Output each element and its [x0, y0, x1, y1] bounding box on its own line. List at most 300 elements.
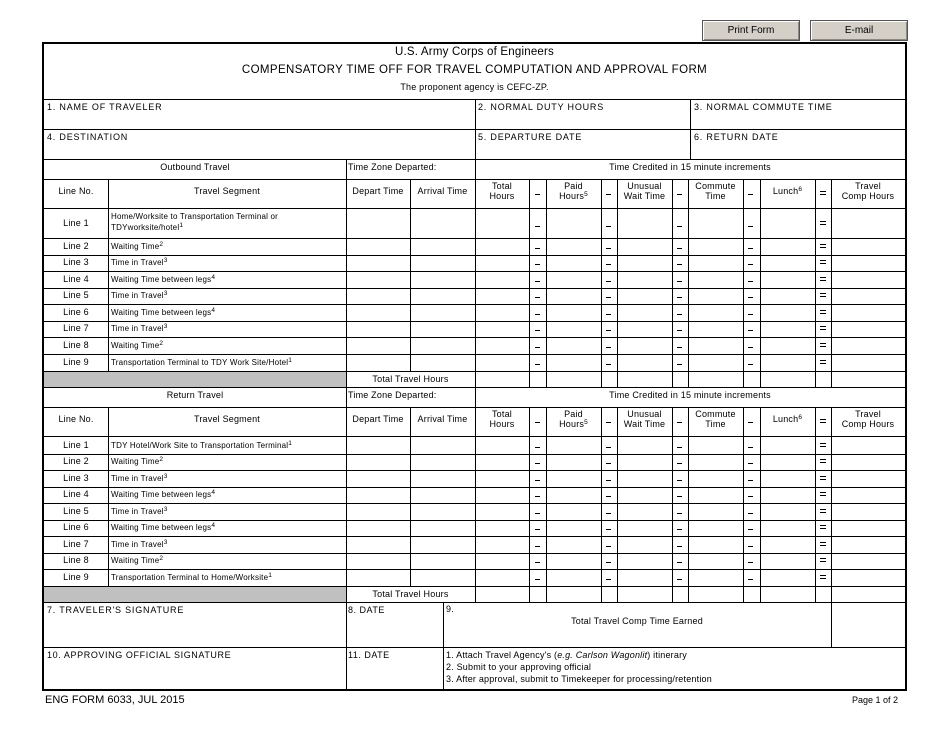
unusual-wait-input[interactable]: [618, 210, 671, 237]
lunch-input[interactable]: [761, 210, 814, 237]
rule: [601, 179, 602, 387]
total-hours-input[interactable]: [476, 239, 528, 254]
travel-segment-label: [111, 457, 163, 466]
travel-comp-hours-input[interactable]: [832, 305, 904, 320]
minus-sign: [535, 264, 540, 265]
footnote-marker: 2: [159, 456, 164, 463]
travel-segment-label: [111, 490, 215, 499]
arrival-time-input[interactable]: [411, 521, 474, 535]
col-line-no: Line No.: [58, 414, 94, 424]
travel-segment-label: [111, 573, 272, 582]
label-text: Waiting Time between legs: [111, 490, 212, 499]
lunch-input[interactable]: [761, 272, 814, 287]
rule: [44, 602, 905, 603]
travel-comp-hours-input[interactable]: [832, 570, 904, 585]
total-hours-input[interactable]: [476, 322, 528, 336]
arrival-time-input[interactable]: [411, 355, 474, 370]
minus-sign: [677, 264, 682, 265]
unusual-wait-input[interactable]: [618, 355, 671, 370]
minus-sign: [677, 422, 682, 423]
minus-sign: [748, 562, 753, 563]
depart-time-input[interactable]: [347, 322, 409, 336]
rule: [672, 179, 673, 387]
col-paid-hours: Paid: [564, 409, 583, 419]
arrival-time-input[interactable]: [411, 488, 474, 502]
paid-hours-input[interactable]: [547, 537, 600, 552]
line-number: Line 6: [63, 306, 89, 317]
arrival-time-input[interactable]: [411, 272, 474, 287]
travel-comp-hours-input[interactable]: [832, 488, 904, 502]
col-arrival-time: Arrival Time: [417, 186, 468, 196]
total-hours-input[interactable]: [476, 537, 528, 552]
commute-time-input[interactable]: [689, 272, 742, 287]
lunch-input[interactable]: [761, 438, 814, 453]
commute-time-input[interactable]: [689, 322, 742, 336]
travel-segment-label: [111, 507, 168, 516]
equals-sign: [820, 360, 826, 364]
unusual-wait-input[interactable]: [618, 438, 671, 453]
depart-time-input[interactable]: [347, 438, 409, 453]
minus-sign: [677, 226, 682, 227]
minus-sign: [535, 297, 540, 298]
paid-hours-input[interactable]: [547, 322, 600, 336]
total-hours-input[interactable]: [476, 488, 528, 502]
lunch-input[interactable]: [761, 570, 814, 585]
unusual-wait-input[interactable]: [618, 521, 671, 535]
shaded-cell: [44, 587, 346, 602]
commute-time-input[interactable]: [689, 256, 742, 270]
date-8-field[interactable]: 8. DATE: [348, 605, 385, 615]
equals-sign: [820, 575, 826, 579]
minus-sign: [606, 248, 611, 249]
total-hours-input[interactable]: [476, 570, 528, 585]
unusual-wait-input[interactable]: [618, 455, 671, 469]
equals-sign: [820, 558, 826, 562]
minus-sign: [677, 330, 682, 331]
rule: [546, 407, 547, 602]
travel-segment-label: Home/Worksite to Transportation Terminal or: [111, 212, 279, 221]
minus-sign: [535, 562, 540, 563]
rule: [617, 179, 618, 387]
unusual-wait-input[interactable]: [618, 570, 671, 585]
line-number: Line 6: [63, 522, 89, 532]
footnote-marker: 3: [163, 505, 168, 513]
commute-time-input[interactable]: [689, 488, 742, 502]
rule: [475, 159, 476, 179]
unusual-wait-input[interactable]: [618, 554, 671, 568]
depart-time-input[interactable]: [347, 455, 409, 469]
arrival-time-input[interactable]: [411, 239, 474, 254]
lunch-input[interactable]: [761, 239, 814, 254]
minus-sign: [677, 347, 682, 348]
commute-time-input[interactable]: [689, 289, 742, 303]
paid-hours-input[interactable]: [547, 455, 600, 469]
col-depart-time: Depart Time: [352, 186, 404, 196]
rule: [760, 179, 761, 387]
unusual-wait-input[interactable]: [618, 504, 671, 519]
arrival-time-input[interactable]: [411, 438, 474, 453]
rule: [672, 407, 673, 602]
time-zone-departed-field[interactable]: Time Zone Departed:: [348, 390, 437, 400]
email-button[interactable]: E-mail: [810, 20, 908, 41]
rule: [743, 407, 744, 602]
minus-sign: [748, 226, 753, 227]
time-zone-departed-field[interactable]: Time Zone Departed:: [348, 162, 437, 172]
minus-sign: [677, 281, 682, 282]
depart-time-input[interactable]: [347, 272, 409, 287]
commute-time-input[interactable]: [689, 210, 742, 237]
approving-official-signature-field[interactable]: 10. APPROVING OFFICIAL SIGNATURE: [47, 650, 232, 660]
normal-commute-time-field[interactable]: 3. NORMAL COMMUTE TIME: [694, 102, 833, 112]
lunch-input[interactable]: [761, 537, 814, 552]
travel-comp-hours-input[interactable]: [832, 256, 904, 270]
lunch-input[interactable]: [761, 289, 814, 303]
depart-time-input[interactable]: [347, 488, 409, 502]
minus-sign: [535, 281, 540, 282]
minus-sign: [748, 248, 753, 249]
travel-comp-hours-input[interactable]: [832, 322, 904, 336]
footnote-marker: 4: [211, 489, 216, 496]
total-hours-input[interactable]: [476, 272, 528, 287]
label-text: Waiting Time: [111, 340, 160, 350]
travel-comp-hours-input[interactable]: [832, 239, 904, 254]
commute-time-input[interactable]: [689, 305, 742, 320]
minus-sign: [535, 546, 540, 547]
lunch-input[interactable]: [761, 355, 814, 370]
travel-segment-label: [111, 358, 292, 367]
travel-segment-label: [111, 523, 215, 532]
depart-time-input[interactable]: [347, 289, 409, 303]
lunch-input[interactable]: [761, 471, 814, 486]
label-text: Time in Travel: [111, 539, 164, 549]
paid-hours-input[interactable]: [547, 471, 600, 486]
rule: [617, 407, 618, 602]
commute-time-input[interactable]: [689, 570, 742, 585]
unusual-wait-input[interactable]: [618, 256, 671, 270]
minus-sign: [677, 546, 682, 547]
total-hours-input[interactable]: [476, 338, 528, 353]
minus-sign: [677, 248, 682, 249]
travel-comp-hours-input[interactable]: [832, 210, 904, 237]
minus-sign: [748, 496, 753, 497]
arrival-time-input[interactable]: [411, 471, 474, 486]
line-number: Line 3: [63, 257, 89, 267]
footnote-marker: 3: [163, 323, 168, 330]
line-number: Line 7: [63, 323, 89, 333]
footnote-marker: 1: [268, 571, 273, 579]
col-travel-comp-hours: Travel: [855, 181, 881, 191]
depart-time-input[interactable]: [347, 239, 409, 254]
lunch-input[interactable]: [761, 338, 814, 353]
form-title: COMPENSATORY TIME OFF FOR TRAVEL COMPUTATION AND APPROVAL FORM: [241, 64, 708, 76]
lunch-input[interactable]: [761, 305, 814, 320]
arrival-time-input[interactable]: [411, 504, 474, 519]
commute-time-input[interactable]: [689, 239, 742, 254]
arrival-time-input[interactable]: [411, 455, 474, 469]
depart-time-input[interactable]: [347, 305, 409, 320]
footnote-marker: 5: [584, 191, 588, 198]
minus-sign: [535, 364, 540, 365]
minus-sign: [606, 496, 611, 497]
paid-hours-input[interactable]: [547, 504, 600, 519]
rule: [44, 647, 905, 648]
print-form-button[interactable]: Print Form: [702, 20, 800, 41]
minus-sign: [606, 463, 611, 464]
lunch-input[interactable]: [761, 256, 814, 270]
equals-sign: [820, 343, 826, 347]
date-11-field[interactable]: 11. DATE: [348, 650, 390, 660]
lunch-input[interactable]: [761, 488, 814, 502]
total-hours-input[interactable]: [476, 438, 528, 453]
paid-hours-input[interactable]: [547, 305, 600, 320]
commute-time-input[interactable]: [689, 455, 742, 469]
col-commute-time: Commute: [695, 409, 736, 419]
depart-time-input[interactable]: [347, 504, 409, 519]
total-hours-input[interactable]: [476, 521, 528, 535]
minus-sign: [748, 422, 753, 423]
equals-sign: [820, 443, 826, 447]
col-total-hours: Hours: [489, 419, 515, 429]
line-number: Line 7: [63, 538, 89, 549]
col-unusual-wait: Unusual: [627, 409, 662, 419]
equals-sign: [820, 310, 826, 314]
equals-sign: [820, 221, 826, 225]
travel-comp-hours-input[interactable]: [832, 338, 904, 353]
arrival-time-input[interactable]: [411, 554, 474, 568]
total-hours-input[interactable]: [476, 455, 528, 469]
page-number: Page 1 of 2: [852, 695, 899, 705]
footnote-marker: 4: [211, 522, 216, 529]
unusual-wait-input[interactable]: [618, 289, 671, 303]
minus-sign: [748, 347, 753, 348]
total-hours-input[interactable]: [476, 554, 528, 568]
travel-comp-hours-input[interactable]: [832, 355, 904, 370]
footnote-marker: 1: [288, 439, 293, 447]
equals-sign: [820, 542, 826, 546]
total-comp-time-earned-label: Total Travel Comp Time Earned: [571, 616, 703, 626]
footnote-marker: 5: [584, 419, 588, 426]
depart-time-input[interactable]: [347, 256, 409, 270]
line-number: Line 2: [63, 240, 89, 251]
paid-hours-input[interactable]: [547, 488, 600, 502]
normal-duty-hours-field[interactable]: 2. NORMAL DUTY HOURS: [478, 102, 605, 112]
time-credited-caption: Time Credited in 15 minute increments: [609, 390, 771, 400]
minus-sign: [748, 314, 753, 315]
equals-sign: [820, 492, 826, 496]
commute-time-input[interactable]: [689, 554, 742, 568]
col-unusual-wait: Wait Time: [623, 419, 666, 429]
total-hours-input[interactable]: [476, 305, 528, 320]
minus-sign: [606, 281, 611, 282]
commute-time-input[interactable]: [689, 537, 742, 552]
rule: [815, 179, 816, 387]
arrival-time-input[interactable]: [411, 305, 474, 320]
depart-time-input[interactable]: [347, 210, 409, 237]
equals-sign: [820, 244, 826, 248]
total-comp-time-input[interactable]: [832, 603, 904, 646]
unusual-wait-input[interactable]: [618, 239, 671, 254]
depart-time-input[interactable]: [347, 537, 409, 552]
col-total-hours: Hours: [489, 191, 515, 201]
paid-hours-input[interactable]: [547, 289, 600, 303]
travel-comp-hours-input[interactable]: [832, 504, 904, 519]
travel-segment-label: [111, 308, 215, 317]
depart-time-input[interactable]: [347, 471, 409, 486]
paid-hours-input[interactable]: [547, 521, 600, 535]
minus-sign: [535, 529, 540, 530]
unusual-wait-input[interactable]: [618, 537, 671, 552]
arrival-time-input[interactable]: [411, 537, 474, 552]
commute-time-input[interactable]: [689, 521, 742, 535]
arrival-time-input[interactable]: [411, 289, 474, 303]
col-depart-time: Depart Time: [352, 414, 404, 424]
total-hours-input[interactable]: [476, 256, 528, 270]
instruction-1: [446, 650, 687, 660]
col-travel-comp-hours: Travel: [855, 409, 881, 419]
paid-hours-input[interactable]: [547, 554, 600, 568]
instruction-text: 1. Attach Travel Agency's (: [446, 650, 558, 660]
equals-sign: [820, 326, 826, 330]
lunch-input[interactable]: [761, 322, 814, 336]
paid-hours-input[interactable]: [547, 239, 600, 254]
footnote-marker: 3: [163, 472, 168, 480]
col-total-hours: Total: [491, 181, 512, 191]
arrival-time-input[interactable]: [411, 210, 474, 237]
total-hours-input[interactable]: [476, 355, 528, 370]
return-date-field[interactable]: 6. RETURN DATE: [694, 132, 779, 142]
col-paid-hours: [546, 419, 601, 429]
commute-time-input[interactable]: [689, 355, 742, 370]
paid-hours-input[interactable]: [547, 355, 600, 370]
arrival-time-input[interactable]: [411, 322, 474, 336]
col-total-hours: Total: [491, 409, 512, 419]
rule: [346, 407, 347, 602]
label-text: Waiting Time between legs: [111, 274, 212, 284]
col-paid-hours: [546, 191, 601, 201]
col-lunch: [760, 186, 815, 196]
travel-comp-hours-input[interactable]: [832, 438, 904, 453]
total-hours-input[interactable]: [476, 289, 528, 303]
minus-sign: [677, 529, 682, 530]
travel-comp-hours-input[interactable]: [832, 537, 904, 552]
equals-sign: [820, 525, 826, 529]
traveler-name-field[interactable]: 1. NAME OF TRAVELER: [47, 102, 163, 112]
lunch-input[interactable]: [761, 521, 814, 535]
minus-sign: [535, 330, 540, 331]
paid-hours-input[interactable]: [547, 438, 600, 453]
proponent-text: The proponent agency is CEFC-ZP.: [400, 82, 549, 92]
travel-segment-label: [111, 540, 168, 549]
total-hours-input[interactable]: [476, 471, 528, 486]
travel-comp-hours-input[interactable]: [832, 272, 904, 287]
total-hours-input[interactable]: [476, 210, 528, 237]
footnote-marker: 2: [159, 555, 164, 562]
paid-hours-input[interactable]: [547, 210, 600, 237]
arrival-time-input[interactable]: [411, 570, 474, 585]
line-number: Line 8: [63, 339, 89, 350]
arrival-time-input[interactable]: [411, 338, 474, 353]
commute-time-input[interactable]: [689, 438, 742, 453]
label-text: Time in Travel: [111, 258, 164, 267]
unusual-wait-input[interactable]: [618, 272, 671, 287]
commute-time-input[interactable]: [689, 471, 742, 486]
minus-sign: [606, 579, 611, 580]
rule: [410, 407, 411, 586]
rule: [688, 179, 689, 387]
depart-time-input[interactable]: [347, 554, 409, 568]
paid-hours-input[interactable]: [547, 256, 600, 270]
depart-time-input[interactable]: [347, 338, 409, 353]
footnote-marker: 2: [159, 240, 164, 248]
unusual-wait-input[interactable]: [618, 322, 671, 336]
minus-sign: [606, 264, 611, 265]
unusual-wait-input[interactable]: [618, 338, 671, 353]
minus-sign: [748, 447, 753, 448]
travel-comp-hours-input[interactable]: [832, 455, 904, 469]
paid-hours-input[interactable]: [547, 338, 600, 353]
depart-time-input[interactable]: [347, 570, 409, 585]
commute-time-input[interactable]: [689, 504, 742, 519]
arrival-time-input[interactable]: [411, 256, 474, 270]
minus-sign: [677, 562, 682, 563]
unusual-wait-input[interactable]: [618, 471, 671, 486]
traveler-signature-field[interactable]: 7. TRAVELER'S SIGNATURE: [47, 605, 185, 615]
travel-comp-hours-input[interactable]: [832, 289, 904, 303]
lunch-input[interactable]: [761, 554, 814, 568]
minus-sign: [677, 496, 682, 497]
lunch-input[interactable]: [761, 455, 814, 469]
minus-sign: [535, 513, 540, 514]
rule: [475, 407, 476, 602]
travel-comp-hours-input[interactable]: [832, 471, 904, 486]
total-hours-input[interactable]: [476, 504, 528, 519]
minus-sign: [535, 463, 540, 464]
departure-date-field[interactable]: 5. DEPARTURE DATE: [478, 132, 583, 142]
label-text: Hours: [559, 191, 585, 201]
total-travel-hours-input[interactable]: [476, 372, 528, 386]
commute-time-input[interactable]: [689, 338, 742, 353]
minus-sign: [748, 579, 753, 580]
rule: [475, 179, 476, 387]
total-travel-hours-input[interactable]: [476, 587, 528, 601]
rule: [760, 407, 761, 602]
minus-sign: [606, 226, 611, 227]
footnote-marker: 2: [159, 339, 164, 347]
col-travel-comp-hours: Comp Hours: [841, 191, 895, 201]
equals-sign: [820, 476, 826, 480]
paid-hours-input[interactable]: [547, 272, 600, 287]
rule: [688, 407, 689, 602]
line-number: Line 3: [63, 472, 89, 483]
rule: [546, 179, 547, 387]
depart-time-input[interactable]: [347, 355, 409, 370]
line-number: Line 9: [63, 571, 89, 582]
lunch-input[interactable]: [761, 504, 814, 519]
unusual-wait-input[interactable]: [618, 488, 671, 502]
destination-field[interactable]: 4. DESTINATION: [47, 132, 129, 142]
minus-sign: [677, 297, 682, 298]
depart-time-input[interactable]: [347, 521, 409, 535]
travel-comp-hours-input[interactable]: [832, 554, 904, 568]
minus-sign: [606, 513, 611, 514]
paid-hours-input[interactable]: [547, 570, 600, 585]
unusual-wait-input[interactable]: [618, 305, 671, 320]
travel-comp-hours-input[interactable]: [832, 521, 904, 535]
footnote-marker: 6: [798, 186, 803, 193]
label-text: Time in Travel: [111, 324, 164, 333]
minus-sign: [535, 347, 540, 348]
equals-sign: [820, 277, 826, 281]
